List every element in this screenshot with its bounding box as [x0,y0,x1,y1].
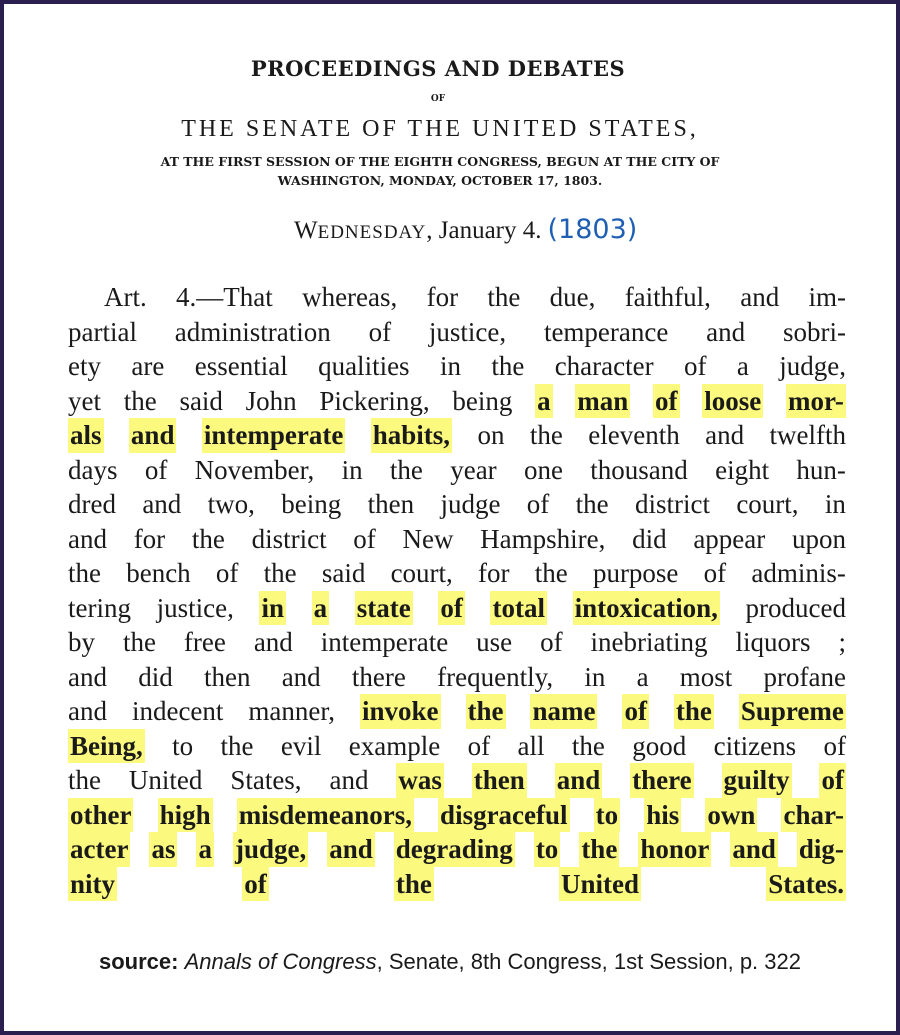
article-word: citizens [713,730,797,761]
article-word: the [68,765,101,795]
article-word: in [341,454,363,485]
article-line [68,556,846,591]
article-word: of [215,558,239,588]
article-word: thousand [590,454,688,485]
article-line [68,349,846,384]
article-word: appear [693,523,766,554]
article-word: of [467,730,491,761]
highlighted-word: was [396,763,444,798]
highlighted-word: and [129,418,177,453]
highlighted-word: name [530,694,597,729]
article-word: character [554,351,654,381]
article-word: one [524,454,563,485]
article-word: the [575,489,609,519]
highlighted-word: and [555,763,603,798]
highlighted-word: honor [638,832,711,867]
highlighted-word: to [534,832,561,867]
highlighted-word: man [575,384,630,419]
article-word: United [128,765,203,795]
article-word: the [263,558,297,588]
highlighted-word: in [259,591,286,626]
article-word: evil [280,730,322,761]
highlighted-word: als [68,418,104,453]
highlighted-word: States. [766,867,846,902]
article-word: and [329,765,369,795]
article-word: most [679,661,733,692]
highlighted-word: invoke [360,694,441,729]
article-word: all [517,730,545,761]
highlighted-word: intemperate [202,418,345,453]
article-word: hun- [796,454,846,485]
article-word: bench [126,558,191,588]
highlighted-word: of [653,384,680,419]
article-word: eight [715,454,770,485]
highlighted-word: and [327,832,375,867]
article-word: by [68,627,95,657]
article-word: said [179,385,223,416]
article-line [68,729,846,764]
article-word: tering [68,592,131,623]
article-word: for [478,558,510,588]
article-word: court, [736,489,799,519]
highlighted-word: there [630,763,693,798]
highlighted-word: disgraceful [438,798,570,833]
article-word: of [703,558,727,588]
article-line [68,315,846,350]
article-word: good [632,730,687,761]
highlighted-word: intoxication, [573,591,720,626]
highlighted-word: the [394,867,434,902]
article-word: and [740,282,780,312]
article-word: purpose [592,558,679,588]
highlighted-word: as [149,832,177,867]
article-word: did [138,661,173,692]
highlighted-word: guilty [722,763,792,798]
article-word: in [584,661,606,692]
article-word: qualities [318,351,410,381]
article-word: to [172,730,194,761]
article-word: judge, [779,351,846,381]
article-word: being [452,385,513,416]
highlighted-word: other [68,798,133,833]
article-word: and [142,489,182,519]
article-word: the [68,558,101,588]
article-word: of [683,351,707,381]
article-word: the [191,523,225,554]
highlighted-word: total [490,591,546,626]
article-word: profane [763,661,846,692]
weekday-rest: EDNESDAY [317,222,427,243]
article-word: administration [174,316,331,347]
highlighted-word: the [674,694,714,729]
article-word: the [389,454,423,485]
article-word: then [367,489,415,519]
article-word: and [68,661,107,692]
article-word: twelfth [769,420,846,450]
source-details: , Senate, 8th Congress, 1st Session, p. 322 [376,949,801,974]
highlighted-word: a [535,384,553,419]
article-word: the [571,730,605,761]
highlighted-word: high [158,798,213,833]
article-word: im- [808,282,846,312]
article-word: are [131,351,165,381]
highlighted-word: a [196,832,214,867]
article-word: manner, [248,696,336,726]
article-word: of [368,316,392,347]
article-line [68,280,846,315]
article-word: adminis- [751,558,846,588]
highlighted-word: char- [781,798,845,833]
article-line [68,453,846,488]
article-word: justice, [428,316,507,347]
article-word: and [706,316,746,347]
highlighted-word: of [819,763,846,798]
article-word: liquors [735,627,811,657]
article-line [68,798,846,833]
article-word: district [634,489,710,519]
article-word: of [526,489,550,519]
highlighted-word: mor- [786,384,846,419]
article-word: and [68,523,107,554]
article-word: essential [194,351,288,381]
highlighted-word: Supreme [739,694,846,729]
article-word: produced [745,592,846,623]
article-word: Art. [104,282,147,312]
article-word: dred [68,489,116,519]
highlighted-word: Being, [68,729,145,764]
highlighted-word: habits, [371,418,452,453]
highlighted-word: a [312,591,330,626]
article-word: temperance [543,316,669,347]
highlighted-word: to [594,798,621,833]
article-word: due, [549,282,596,312]
article-word: upon [791,523,846,554]
article-line [68,867,846,902]
article-word: of [144,454,168,485]
date-heading [294,214,637,245]
article-line [68,591,846,626]
article-line [68,522,846,557]
article-word: of [823,730,846,761]
highlighted-word: United [559,867,641,902]
article-word: the [534,558,568,588]
article-word: example [348,730,441,761]
article-line [68,384,846,419]
session-line-1: AT THE FIRST SESSION OF THE EIGHTH CONGRESS, BEGUN AT THE CITY OF [160,154,720,169]
article-word: inebriating [590,627,708,657]
document-title-of: OF [430,94,446,104]
article-word: free [183,627,226,657]
article-word: the [220,730,254,761]
document-title: PROCEEDINGS AND DEBATES [250,56,626,81]
source-label: source: [99,949,179,974]
article-word: November, [194,454,315,485]
article-word: ; [838,627,846,657]
source-citation [4,949,896,975]
article-word: the [487,282,521,312]
article-word: and [281,661,321,692]
article-word: and [705,420,745,450]
article-word: 4.—That [176,282,273,312]
highlighted-word: of [622,694,649,729]
article-line [68,832,846,867]
article-word: justice, [156,592,234,623]
article-word: use [476,627,513,657]
article-word: Hampshire, [480,523,606,554]
session-line-2: WASHINGTON, MONDAY, OCTOBER 17, 1803. [277,173,603,188]
highlighted-word: then [472,763,527,798]
highlighted-word: own [705,798,757,833]
highlighted-word: dig- [797,832,846,867]
article-word: did [632,523,667,554]
article-word: in [439,351,461,381]
article-word: faithful, [624,282,711,312]
date-rest: , January 4. [426,217,542,244]
article-word: for [426,282,459,312]
article-word: in [824,489,846,519]
article-word: the [122,627,156,657]
document-title-senate: THE SENATE OF THE UNITED STATES, [181,116,699,142]
article-word: of [353,523,376,554]
article-word: and [68,696,107,726]
source-title: Annals of Congress [184,949,377,974]
article-word: said [321,558,366,588]
highlighted-word: loose [702,384,763,419]
article-word: being [281,489,342,519]
article-word: partial [68,316,137,347]
article-word: ety [68,351,101,381]
highlighted-word: misdemeanors, [237,798,414,833]
article-word: Pickering, [319,385,430,416]
article-word: the [123,385,157,416]
article-word: of [540,627,563,657]
weekday-initial: W [294,217,318,244]
highlighted-word: degrading [394,832,515,867]
highlighted-word: his [644,798,681,833]
article-line [68,763,846,798]
highlighted-word: of [242,867,269,902]
article-word: States, [230,765,302,795]
highlighted-word: nity [68,867,117,902]
article-word: for [133,523,166,554]
highlighted-word: acter [68,832,130,867]
article-word: indecent [131,696,224,726]
article-word: whereas, [302,282,398,312]
article-word: New [402,523,454,554]
article-line [68,694,846,729]
article-word: then [203,661,251,692]
article-word: intemperate [320,627,449,657]
article-word: the [491,351,525,381]
year-annotation: (1803) [547,214,638,245]
article-word: sobri- [782,316,846,347]
article-word: two, [207,489,255,519]
document-frame [4,4,896,1031]
article-word: court, [390,558,453,588]
highlighted-word: state [355,591,413,626]
article-word: days [68,454,118,485]
article-word: yet [68,385,101,416]
article-word: judge [440,489,501,519]
article-line [68,487,846,522]
article-text [68,280,846,901]
highlighted-word: of [438,591,465,626]
article-line [68,625,846,660]
article-word: the [529,420,563,450]
article-word: eleventh [588,420,680,450]
highlighted-word: judge, [233,832,308,867]
highlighted-word: and [730,832,778,867]
article-line [68,418,846,453]
highlighted-word: the [466,694,506,729]
article-word: year [450,454,497,485]
article-word: on [477,420,505,450]
article-word: district [251,523,327,554]
article-line [68,660,846,695]
article-word: John [245,385,297,416]
article-word: a [736,351,749,381]
article-word: and [253,627,293,657]
session-heading [4,152,876,190]
article-word: frequently, [437,661,554,692]
article-word: a [636,661,649,692]
highlighted-word: the [579,832,619,867]
article-word: there [351,661,406,692]
